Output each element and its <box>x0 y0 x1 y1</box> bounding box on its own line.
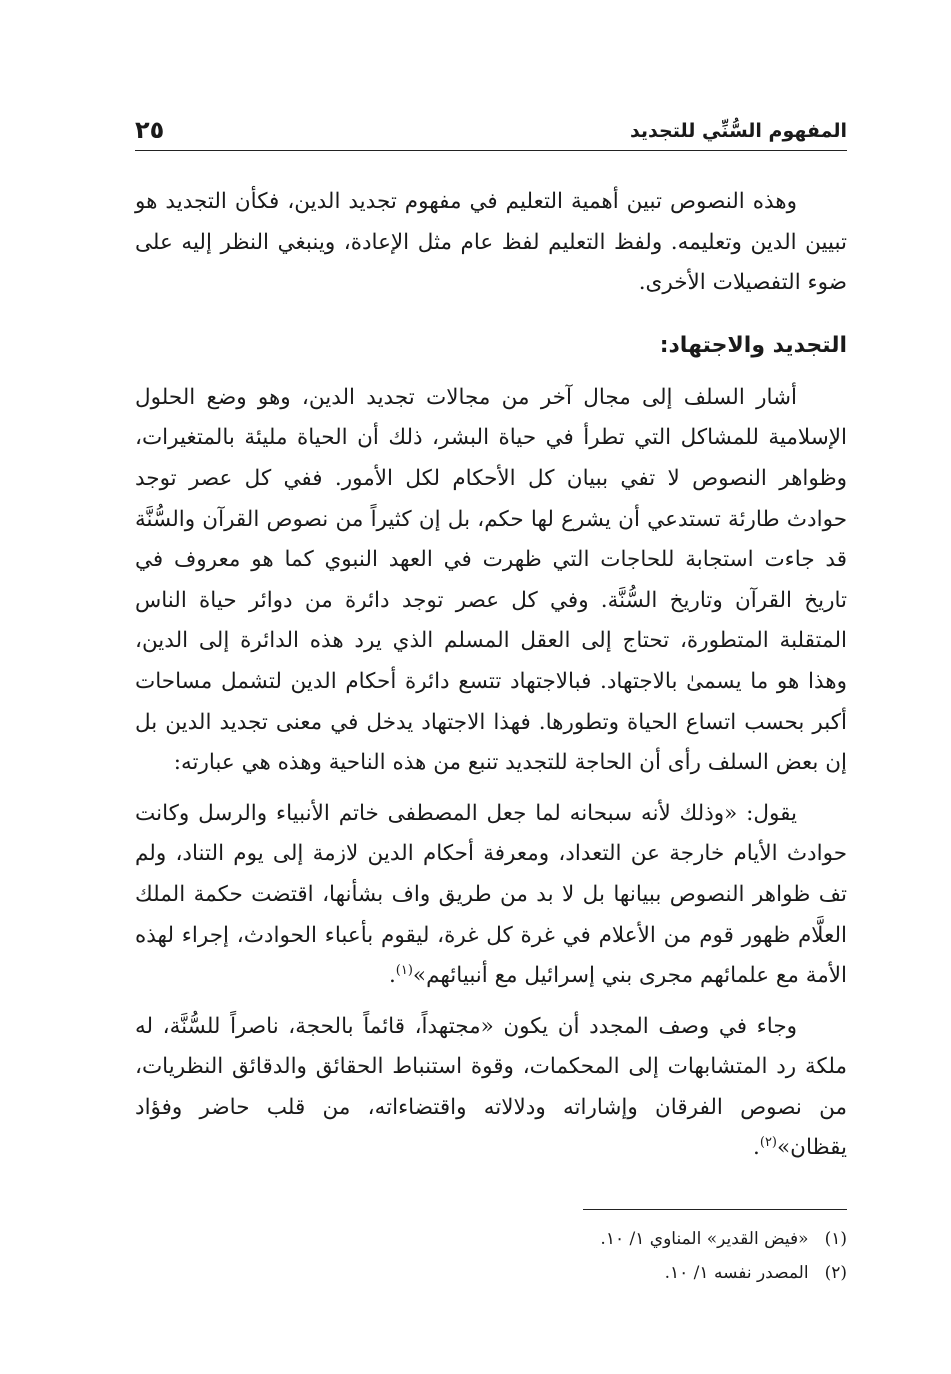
page-header <box>135 108 847 151</box>
footnote-1 <box>135 1222 847 1256</box>
paragraph-2: أشار السلف إلى مجال آخر من مجالات تجديد الدين، وهو وضع الحلول الإسلامية للمشاكل التي تطرأ في حياة البشر، ذلك أن الحياة مليئة بالمتغيرات، وظواهر النصوص لا تفي ببيان كل الأحكام لكل الأمور. ففي كل عصر توجد حوادث طارئة تستدعي أن يشرع لها حكم، بل إن كثيراً من نصوص القرآن والسُّنَّة قد جاءت استجابة للحاجات التي ظهرت في العهد النبوي كما هو معروف في تاريخ القرآن وتاريخ السُّنَّة. وفي كل عصر توجد دائرة من دوائر حياة الناس المتقلبة المتطورة، تحتاج إلى العقل المسلم الذي يرد هذه الدائرة إلى الدين، وهذا هو ما يسمىٰ بالاجتهاد. فبالاجتهاد تتسع دائرة أحكام الدين لتشمل مساحات أكبر بحسب اتساع الحياة وتطورها. فهذا الاجتهاد يدخل في معنى تجديد الدين بل إن بعض السلف رأى أن الحاجة للتجديد تنبع من هذه الناحية وهذه هي عبارته: <box>135 384 847 776</box>
paragraph-1: وهذه النصوص تبين أهمية التعليم في مفهوم تجديد الدين، فكأن التجديد هو تبيين الدين وتعليمه. ولفظ التعليم لفظ عام مثل الإعادة، وينبغي النظر إليه على ضوء التفصيلات الأخرى. <box>135 189 847 296</box>
paragraph-4-end: . <box>753 1135 760 1161</box>
footnote-2 <box>135 1256 847 1290</box>
paragraph-3-end: . <box>388 963 396 989</box>
footnote-ref-1[interactable]: (١) <box>395 962 413 978</box>
footnote-text: المصدر نفسه ١/ ١٠. <box>664 1263 809 1283</box>
footnote-ref-2[interactable]: (٢) <box>759 1135 777 1151</box>
footnote-divider <box>583 1209 847 1210</box>
paragraph-4-text: وجاء في وصف المجدد أن يكون «مجتهداً، قائماً بالحجة، ناصراً للسُّنَّة، له ملكة رد المتشابهات إلى المحكمات، وقوة استنباط الحقائق والدقائق النظريات، من نصوص الفرقان وإشاراته ودلالاته واقتضاءاته، من قلب حاضر وفؤاد يقظان» <box>135 1013 847 1161</box>
paragraph-4 <box>135 1007 847 1169</box>
section-heading: التجديد والاجتهاد: <box>659 332 847 358</box>
footnote-text: «فيض القدير» المناوي ١/ ١٠. <box>600 1229 809 1249</box>
page-number: ٢٥ <box>135 116 165 144</box>
paragraph-3-quote <box>135 794 847 997</box>
page-body <box>135 182 847 1169</box>
running-title: المفهوم السُّنِّي للتجديد <box>629 120 847 142</box>
paragraph-3-text: يقول: «وذلك لأنه سبحانه لما جعل المصطفى خاتم الأنبياء والرسل وكانت حوادث الأيام خارجة عن التعداد، ومعرفة أحكام الدين لازمة إلى يوم التناد، ولم تف ظواهر النصوص ببيانها بل لا بد من طريق واف بشأنها، اقتضت حكمة الملك العلَّام ظهور قوم من الأعلام في غرة كل غرة، ليقوم بأعباء الحوادث، إجراء لهذه الأمة مع علمائهم مجرى بني إسرائيل مع أنبيائهم» <box>135 800 847 989</box>
footnote-number: (٢) <box>824 1263 847 1283</box>
footnotes <box>135 1222 847 1290</box>
footnote-number: (١) <box>824 1229 847 1249</box>
